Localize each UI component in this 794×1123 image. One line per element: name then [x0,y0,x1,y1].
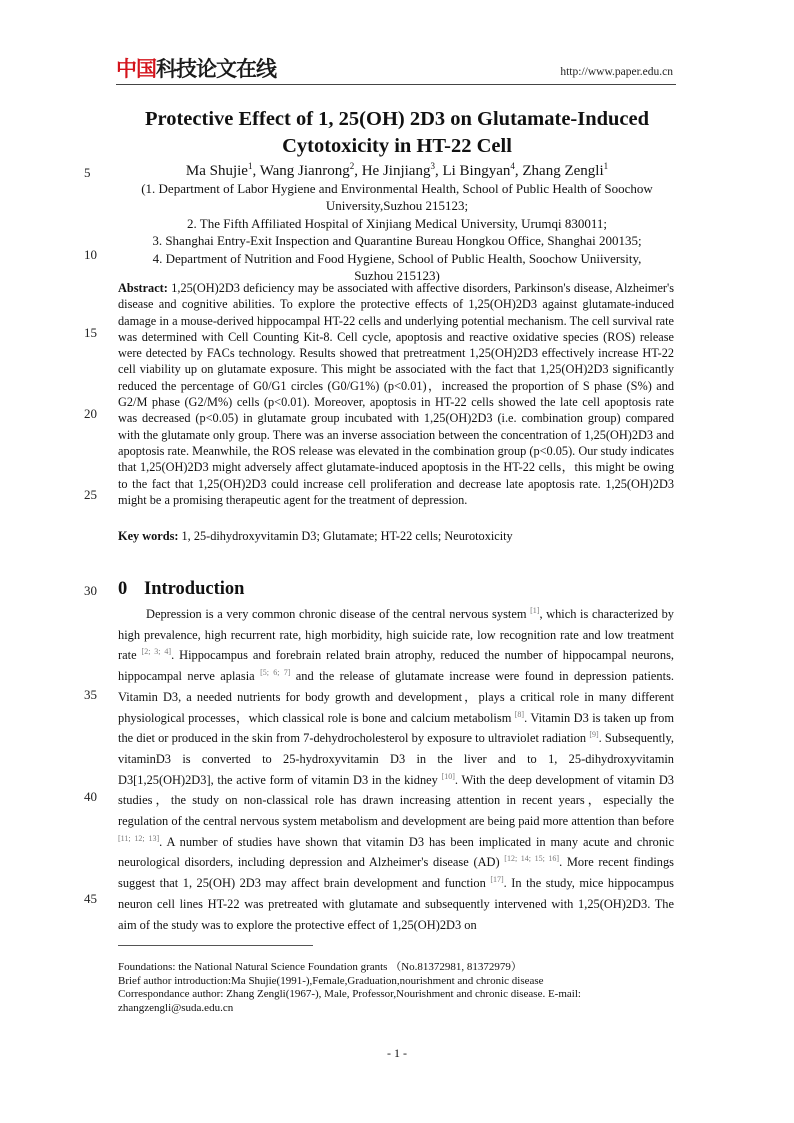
line-number: 10 [84,247,97,262]
line-number: 25 [84,487,97,502]
citation[interactable]: [5; 6; 7] [260,668,291,678]
line-number: 15 [84,325,97,340]
citation[interactable]: [8] [514,709,525,719]
line-number: 20 [84,406,97,421]
author-name: He Jinjiang [361,163,431,179]
author-list: Ma Shujie$^1$, Wang Jianrong$^2$, He Jinjiang$^3$, Li Bingyan$^4$, Zhang Zengli$^1$ [185,161,609,179]
line-number: 40 [84,789,97,804]
author-name: Wang Jianrong [259,163,350,179]
journal-logo [116,57,276,81]
footnotes [118,961,674,1015]
citation[interactable]: [11; 12; 13] [118,833,160,843]
footnote-funding: Foundations: the National Natural Science Foundation grants （No.81372981, 81372979） [118,961,522,973]
line-number: 35 [84,687,97,702]
affiliation-line: 3. Shanghai Entry-Exit Inspection and Quarantine Bureau Hongkou Office, Shanghai 200135; [152,233,642,249]
abstract-text: 1,25(OH)2D3 deficiency may be associated with affective disorders, Parkinson's disease, Alzheimer's disease and cognitive abilities. To explore the protective effects of 1,25(OH)2D3 against glutamate-induced damage in a mouse-derived hippocampal HT-22 cells and underlying potential mechanism. The cell survival rate was determined with Cell Counting Kit-8. Cell cycle, apoptosis and reactive oxidative species (ROS) release were detected by FACs technology. Results showed that pretreatment 1,25(OH)2D3 effectively increase HT-22 cell viability up on glutamate exposure. This might be associated with the fact that 1,25(OH)2D3 significantly reduced the percentage of G0/G1 circles (G0/G1%) (p<0.01)，increased the proportion of S phase (S%) and G2/M phase (G2/M%) cells (p<0.01). Moreover, apoptosis in HT-22 cells showed the late cell apoptosis rate was decreased (p<0.05) in glutamate group incubated with 1,25(OH)2D3 (i.e. combination group) compared with the glutamate only group. There was an inverse association between the concentration of 1,25(OH)2D3 and apoptosis rate. Meanwhile, the ROS release was elevated in the combination group (p<0.05). Our study indicates that 1,25(OH)2D3 might adversely affect glutamate-induced apoptosis in the HT-22 cells，this might be owing to the fact that 1,25(OH)2D3 could increase cell proliferation and decrease late apoptosis rate. 1,25(OH)2D3 might be a promising therapeutic agent for the treatment of depression. [118,281,674,507]
abstract-label: Abstract: [118,281,168,295]
logo-black-part: 科技论文在线 [156,57,276,81]
intro-text: . A number of studies have shown that vitamin D3 has been implicated in many acute and chronic neurological disorders, including depression and Alzheimer's disease (AD) [118,834,674,870]
section-number: 0 [118,579,128,599]
citation[interactable]: [1] [530,606,540,615]
citation[interactable]: [2; 3; 4] [141,647,172,657]
author-affil-sup: 3 [430,161,435,171]
author-name: Zhang Zengli [522,163,604,179]
intro-text: . In the study, mice hippocampus neuron cell lines HT-22 was pretreated with glutamate and subsequently intervened with 1,25(OH)2D3. The aim of the study was to explore the protective effect of 1,25(OH)2D3 on [118,876,674,932]
citation[interactable]: [17] [490,875,504,885]
affiliation-line: University,Suzhou 215123; [325,198,469,214]
keywords-label: Key words: [118,529,179,543]
intro-text: . Hippocampus and forebrain related brain atrophy, reduced the number of hippocampal neurons, hippocampal nerve aplasia [118,648,674,684]
affiliation-line: 2. The Fifth Affiliated Hospital of Xinjiang Medical University, Urumqi 830011; [187,215,607,231]
page-number: - 1 - [387,1046,407,1060]
section-heading [118,578,244,600]
paper-title: Protective Effect of 1, 25(OH) 2D3 on Glutamate-Induced Cytotoxicity in HT-22 Cell [144,108,650,157]
line-number: 45 [84,891,97,906]
footnote-divider [118,945,313,946]
citation[interactable]: [9] [589,730,599,740]
logo-red-part: 中国 [116,57,156,81]
author-affil-sup: 1 [603,161,609,171]
citation[interactable]: [12; 14; 15; 16] [504,854,560,864]
citation[interactable]: [10] [441,771,455,781]
footnote-author-intro: Brief author introduction:Ma Shujie(1991-),Female,Graduation,nourishment and chronic disease [118,974,544,987]
intro-text: . Vitamin D3 is taken up from the diet or produced in the skin from 7-dehydrocholesterol by exposure to ultraviolet radiation [118,710,674,746]
introduction-body [118,604,674,935]
intro-text: , which is characterized by high prevalence, high recurrent rate, high morbidity, high suicide rate, low recognition rate and low treatment rate [118,607,674,663]
author-name: Li Bingyan [442,163,511,179]
header-divider [116,84,676,85]
intro-text: . With the deep development of vitamin D3 studies，the study on non-classical role has drawn increasing attention in recent years，especially the regulation of the central nervous system metabolism and development are being paid more attention than before [118,772,674,829]
footnote-email[interactable]: zhangzengli@suda.edu.cn [118,1001,234,1014]
abstract [118,280,674,508]
line-number: 5 [84,165,91,180]
affiliation-line: Suzhou 215123) [354,268,440,284]
footnote-correspondence: Correspondance author: Zhang Zengli(1967-), Male, Professor,Nourishment and chronic disease. E-mail: [118,988,581,1001]
line-number: 30 [84,583,97,598]
author-affil-sup: 2 [349,161,355,171]
section-title: Introduction [144,579,245,599]
intro-paragraph [118,604,674,935]
intro-text: and the release of glutamate increase were found in depression patients. Vitamin D3, a needed nutrients for body growth and development，plays a critical role in many different physiological processes，which classical role is bone and calcium metabolism [118,669,674,725]
intro-text: Depression is a very common chronic disease of the central nervous system [146,607,527,621]
affiliation-line: 4. Department of Nutrition and Food Hygiene, School of Public Health, Soochow Uniiversity, [152,250,642,266]
affiliations [116,180,678,284]
keywords-text: 1, 25-dihydroxyvitamin D3; Glutamate; HT-22 cells; Neurotoxicity [181,529,513,543]
header-url[interactable]: http://www.paper.edu.cn [560,66,673,78]
intro-text: . Subsequently, vitaminD3 is converted to 25-hydroxyvitamin D3 in the liver and to 1, 25-dihydroxyvitamin D3[1,25(OH)2D3], the active form of vitamin D3 in the kidney [118,731,674,787]
author-affil-sup: 1 [247,161,253,171]
affiliation-line: (1. Department of Labor Hygiene and Environmental Health, School of Public Health of Soochow [141,181,653,196]
intro-text: . More recent findings suggest that 1, 25(OH) 2D3 may affect brain development and function [118,855,674,891]
author-affil-sup: 4 [510,161,515,171]
author-name: Ma Shujie [185,163,248,179]
keywords [118,528,674,544]
